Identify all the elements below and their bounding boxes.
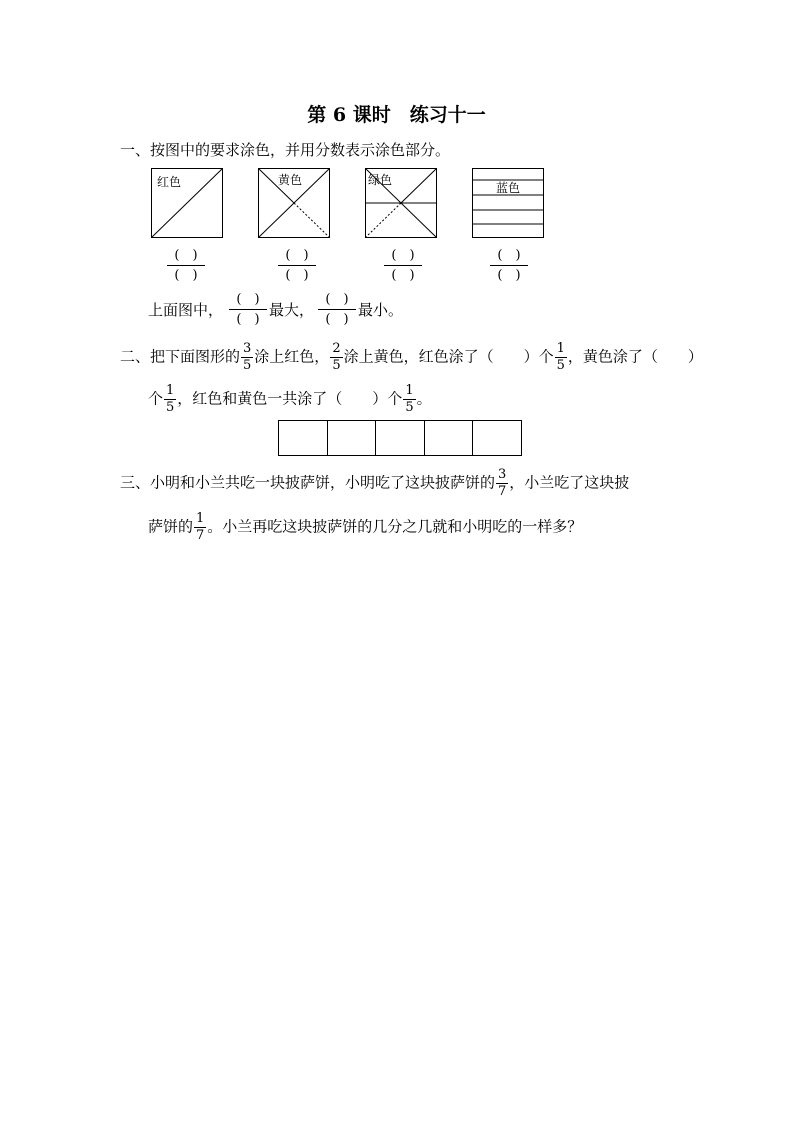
q2-text: 个 xyxy=(148,389,164,408)
q2-text: 涂上黄色，红色涂了（ ）个 xyxy=(343,347,554,366)
answer-numerator: ( ) xyxy=(174,248,198,263)
answer-numerator: ( ) xyxy=(391,248,415,263)
q2-text: 二、把下面图形的 xyxy=(120,347,241,366)
answer-fraction-smallest[interactable] xyxy=(318,292,356,327)
q1-summary-mid: 最大， xyxy=(269,301,315,319)
q2-line-2 xyxy=(148,384,432,415)
fraction-3-7: $\frac{3}{7}$ xyxy=(498,467,507,499)
q2-text: 。 xyxy=(416,389,432,408)
fraction-2-5: $\frac{2}{5}$ xyxy=(332,341,341,373)
q2-text: 涂上红色， xyxy=(254,347,330,366)
q3-text: 萨饼的 xyxy=(148,517,194,536)
q1-summary-suffix: 最小。 xyxy=(358,301,404,319)
page-title: 第 6 课时 练习十一 xyxy=(307,104,486,126)
figure-label-yellow: 黄色 xyxy=(278,173,303,187)
q3-text: 。小兰再吃这块披萨饼的几分之几就和小明吃的一样多？ xyxy=(207,517,583,536)
answer-fraction-largest[interactable] xyxy=(229,292,267,327)
fraction-1-5: $\frac{1}{5}$ xyxy=(405,383,414,415)
answer-denominator: ( ) xyxy=(325,312,349,327)
answer-numerator: ( ) xyxy=(285,248,309,263)
answer-fraction-2[interactable] xyxy=(278,248,316,283)
q2-text: ，红色和黄色一共涂了（ ）个 xyxy=(177,389,403,408)
answer-fraction-3[interactable] xyxy=(384,248,422,283)
strip-cell[interactable] xyxy=(328,421,377,455)
q2-line-1 xyxy=(120,342,703,373)
q3-text: ，小兰吃了这块披 xyxy=(509,473,630,492)
figure-label-green: 绿色 xyxy=(368,173,393,187)
figure-square-green xyxy=(365,168,437,238)
strip-cell[interactable] xyxy=(279,421,328,455)
fraction-1-5: $\frac{1}{5}$ xyxy=(166,383,175,415)
answer-numerator: ( ) xyxy=(325,292,349,307)
strip-cell[interactable] xyxy=(425,421,474,455)
answer-denominator: ( ) xyxy=(236,312,260,327)
strip-cell[interactable] xyxy=(473,421,521,455)
q3-line-1 xyxy=(120,468,629,499)
figure-square-red xyxy=(151,168,223,238)
figure-square-yellow xyxy=(258,168,330,238)
q1-instruction: 一、按图中的要求涂色，并用分数表示涂色部分。 xyxy=(120,141,451,159)
answer-denominator: ( ) xyxy=(285,268,309,283)
answer-denominator: ( ) xyxy=(391,268,415,283)
strip-cell[interactable] xyxy=(376,421,425,455)
figure-label-red: 红色 xyxy=(157,175,182,189)
answer-numerator: ( ) xyxy=(497,248,521,263)
figure-square-blue xyxy=(472,168,544,238)
answer-numerator: ( ) xyxy=(236,292,260,307)
fraction-1-7: $\frac{1}{7}$ xyxy=(196,511,205,543)
figure-label-blue: 蓝色 xyxy=(496,181,521,195)
fraction-1-5: $\frac{1}{5}$ xyxy=(556,341,565,373)
answer-denominator: ( ) xyxy=(174,268,198,283)
fraction-3-5: $\frac{3}{5}$ xyxy=(243,341,252,373)
answer-denominator: ( ) xyxy=(497,268,521,283)
q3-line-2 xyxy=(148,512,582,543)
answer-fraction-4[interactable] xyxy=(490,248,528,283)
q3-text: 三、小明和小兰共吃一块披萨饼，小明吃了这块披萨饼的 xyxy=(120,473,496,492)
q1-summary-prefix: 上面图中， xyxy=(148,301,224,319)
answer-fraction-1[interactable] xyxy=(167,248,205,283)
q2-text: ，黄色涂了（ ） xyxy=(567,347,703,366)
five-part-strip[interactable] xyxy=(278,420,522,456)
